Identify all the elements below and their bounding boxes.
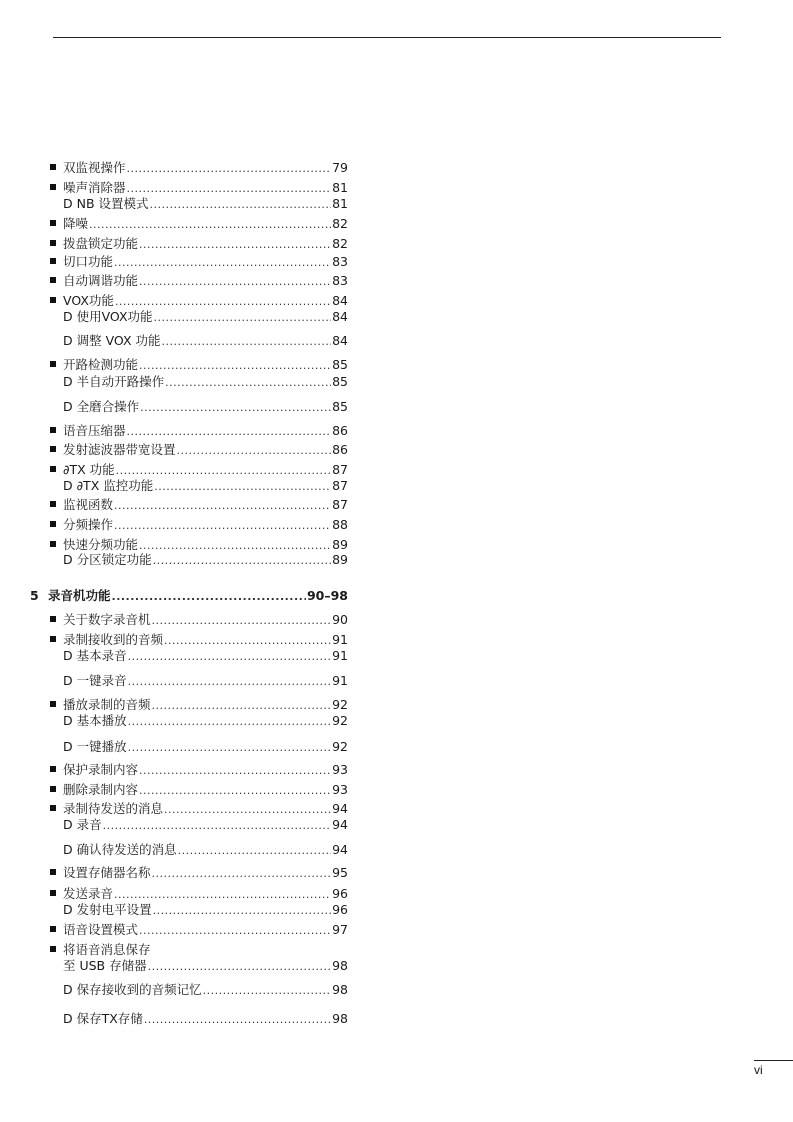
dot-leader bbox=[89, 218, 331, 232]
toc-subentry[interactable] bbox=[63, 375, 348, 390]
square-bullet-icon bbox=[50, 786, 56, 792]
dot-leader bbox=[153, 904, 331, 918]
toc-entry-label: D NB 设置模式 bbox=[63, 196, 149, 211]
dot-leader bbox=[144, 1013, 331, 1027]
square-bullet-icon bbox=[50, 297, 56, 303]
toc-entry[interactable] bbox=[50, 943, 348, 957]
toc-entry-label: D 基本播放 bbox=[63, 713, 127, 728]
toc-entry-label: D 一键播放 bbox=[63, 739, 127, 754]
page-number: vi bbox=[754, 1063, 763, 1077]
toc-entry-label: VOX功能 bbox=[63, 293, 114, 308]
dot-leader bbox=[114, 888, 331, 902]
toc-entry-label: 发送录音 bbox=[63, 886, 114, 901]
toc-page-number: 93 bbox=[332, 782, 348, 797]
dot-leader bbox=[165, 376, 331, 390]
dot-leader bbox=[128, 741, 331, 755]
square-bullet-icon bbox=[50, 869, 56, 875]
toc-subentry[interactable] bbox=[63, 959, 348, 974]
dot-leader bbox=[164, 803, 331, 817]
dot-leader bbox=[116, 464, 331, 478]
dot-leader bbox=[139, 539, 331, 553]
toc-entry-label: D 确认待发送的消息 bbox=[63, 842, 177, 857]
toc-entry-label: 录制接收到的音频 bbox=[63, 632, 164, 647]
toc-page-number: 98 bbox=[332, 982, 348, 997]
toc-entry-label: 删除录制内容 bbox=[63, 782, 139, 797]
dot-leader bbox=[139, 924, 331, 938]
toc-entry-label: ∂TX 功能 bbox=[63, 462, 115, 477]
dot-leader bbox=[161, 335, 331, 349]
toc-page-number: 92 bbox=[332, 697, 348, 712]
dot-leader bbox=[128, 650, 331, 664]
square-bullet-icon bbox=[50, 926, 56, 932]
square-bullet-icon bbox=[50, 361, 56, 367]
toc-entry-label: 发射滤波器带宽设置 bbox=[63, 442, 176, 457]
toc-entry-label: 自动调谐功能 bbox=[63, 273, 139, 288]
dot-leader bbox=[128, 715, 331, 729]
toc-page-number: 81 bbox=[332, 180, 348, 195]
toc-entry-label: 降噪 bbox=[63, 216, 89, 231]
toc-entry[interactable] bbox=[50, 633, 348, 648]
square-bullet-icon bbox=[50, 258, 56, 264]
toc-entry[interactable] bbox=[50, 443, 348, 458]
toc-entry-label: 分频操作 bbox=[63, 517, 114, 532]
square-bullet-icon bbox=[50, 766, 56, 772]
toc-page-number: 94 bbox=[332, 801, 348, 816]
toc-entry[interactable] bbox=[50, 923, 348, 938]
toc-entry[interactable] bbox=[50, 294, 348, 309]
toc-entry-label: 关于数字录音机 bbox=[63, 612, 151, 627]
square-bullet-icon bbox=[50, 240, 56, 246]
dot-leader bbox=[112, 590, 306, 604]
toc-subentry[interactable] bbox=[63, 740, 348, 755]
toc-entry[interactable] bbox=[50, 181, 348, 196]
toc-page-number: 96 bbox=[332, 902, 348, 917]
dot-leader bbox=[178, 844, 331, 858]
toc-subentry[interactable] bbox=[63, 1012, 348, 1027]
dot-leader bbox=[152, 867, 332, 881]
toc-page-number: 89 bbox=[332, 552, 348, 567]
dot-leader bbox=[128, 675, 331, 689]
toc-page-number: 83 bbox=[332, 254, 348, 269]
toc-entry-label: 拨盘锁定功能 bbox=[63, 236, 139, 251]
dot-leader bbox=[114, 519, 331, 533]
toc-page-number: 92 bbox=[332, 713, 348, 728]
toc-page-number: 83 bbox=[332, 273, 348, 288]
dot-leader bbox=[140, 401, 331, 415]
toc-entry[interactable] bbox=[50, 802, 348, 817]
square-bullet-icon bbox=[50, 521, 56, 527]
toc-page-number: 98 bbox=[332, 1011, 348, 1026]
dot-leader bbox=[127, 425, 332, 439]
toc-page-number: 85 bbox=[332, 357, 348, 372]
toc-entry[interactable] bbox=[50, 783, 348, 798]
square-bullet-icon bbox=[50, 616, 56, 622]
toc-entry[interactable] bbox=[50, 217, 348, 232]
square-bullet-icon bbox=[50, 805, 56, 811]
dot-leader bbox=[139, 238, 331, 252]
toc-page-number: 94 bbox=[332, 817, 348, 832]
toc-page-number: 88 bbox=[332, 517, 348, 532]
toc-page-number: 87 bbox=[332, 497, 348, 512]
toc-page-number: 90 bbox=[332, 612, 348, 627]
square-bullet-icon bbox=[50, 184, 56, 190]
square-bullet-icon bbox=[50, 446, 56, 452]
toc-entry-label: 开路检测功能 bbox=[63, 357, 139, 372]
toc-subentry[interactable] bbox=[63, 649, 348, 664]
toc-entry[interactable] bbox=[50, 866, 348, 881]
square-bullet-icon bbox=[50, 501, 56, 507]
toc-entry[interactable] bbox=[50, 274, 348, 289]
toc-page-number: 98 bbox=[332, 958, 348, 973]
dot-leader bbox=[203, 984, 331, 998]
square-bullet-icon bbox=[50, 541, 56, 547]
dot-leader bbox=[114, 256, 331, 270]
toc-entry[interactable] bbox=[50, 463, 348, 478]
toc-entry-label: 设置存储器名称 bbox=[63, 865, 151, 880]
toc-page-number: 87 bbox=[332, 462, 348, 477]
toc-entry-label: D 分区锁定功能 bbox=[63, 552, 152, 567]
toc-entry-label: 将语音消息保存 bbox=[63, 942, 151, 957]
toc-entry-label: 录制待发送的消息 bbox=[63, 801, 164, 816]
toc-page-number: 96 bbox=[332, 886, 348, 901]
toc-entry-label: 快速分频功能 bbox=[63, 537, 139, 552]
toc-page-number: 82 bbox=[332, 236, 348, 251]
toc-subentry[interactable] bbox=[63, 334, 348, 349]
dot-leader bbox=[139, 784, 331, 798]
dot-leader bbox=[127, 182, 332, 196]
toc-subentry[interactable] bbox=[63, 714, 348, 729]
square-bullet-icon bbox=[50, 701, 56, 707]
toc-subentry[interactable] bbox=[63, 843, 348, 858]
toc-page-number: 84 bbox=[332, 309, 348, 324]
toc-entry-label: 双监视操作 bbox=[63, 160, 126, 175]
square-bullet-icon bbox=[50, 466, 56, 472]
toc-entry[interactable] bbox=[50, 518, 348, 533]
toc-entry[interactable] bbox=[50, 255, 348, 270]
toc-entry-label: 录音机功能 bbox=[48, 588, 111, 603]
toc-subentry[interactable] bbox=[63, 903, 348, 918]
toc-entry-label: 噪声消除器 bbox=[63, 180, 126, 195]
toc-page-number: 90–98 bbox=[306, 588, 348, 603]
toc-entry-label: 监视函数 bbox=[63, 497, 114, 512]
toc-page-number: 92 bbox=[332, 739, 348, 754]
toc-section-heading[interactable] bbox=[30, 588, 348, 604]
toc-page-number: 84 bbox=[332, 293, 348, 308]
toc-entry-label: D 录音 bbox=[63, 817, 102, 832]
square-bullet-icon bbox=[50, 277, 56, 283]
toc-page-number: 86 bbox=[332, 423, 348, 438]
toc-subentry[interactable] bbox=[63, 400, 348, 415]
section-number: 5 bbox=[30, 588, 39, 603]
toc-page-number: 79 bbox=[332, 160, 348, 175]
toc-page-number: 94 bbox=[332, 842, 348, 857]
toc-entry-label: D ∂TX 监控功能 bbox=[63, 478, 154, 493]
toc-subentry[interactable] bbox=[63, 553, 348, 568]
toc-entry-label: D 保存TX存储 bbox=[63, 1011, 143, 1026]
toc-entry-label: D 发射电平设置 bbox=[63, 902, 152, 917]
toc-entry[interactable] bbox=[50, 763, 348, 778]
toc-entry-label: D 保存接收到的音频记忆 bbox=[63, 982, 202, 997]
toc-subentry[interactable] bbox=[63, 674, 348, 689]
toc-entry-label: D 一键录音 bbox=[63, 673, 127, 688]
toc-entry-label: 播放录制的音频 bbox=[63, 697, 151, 712]
toc-page-number: 84 bbox=[332, 333, 348, 348]
toc-entry-label: D 半自动开路操作 bbox=[63, 374, 165, 389]
toc-page-number: 91 bbox=[332, 648, 348, 663]
dot-leader bbox=[154, 480, 331, 494]
dot-leader bbox=[139, 764, 331, 778]
toc-entry-label: 语音压缩器 bbox=[63, 423, 126, 438]
toc-subentry[interactable] bbox=[63, 983, 348, 998]
dot-leader bbox=[177, 444, 332, 458]
square-bullet-icon bbox=[50, 220, 56, 226]
toc-page-number: 91 bbox=[332, 673, 348, 688]
toc-entry-label: D 调整 VOX 功能 bbox=[63, 333, 161, 348]
toc-entry[interactable] bbox=[50, 538, 348, 553]
toc-entry[interactable] bbox=[50, 698, 348, 713]
dot-leader bbox=[148, 960, 331, 974]
toc-entry-label: 至 USB 存储器 bbox=[63, 958, 147, 973]
square-bullet-icon bbox=[50, 636, 56, 642]
dot-leader bbox=[127, 162, 332, 176]
dot-leader bbox=[115, 295, 331, 309]
footer-rule bbox=[754, 1060, 793, 1061]
toc-entry[interactable] bbox=[50, 498, 348, 513]
toc-page-number: 82 bbox=[332, 216, 348, 231]
toc-entry[interactable] bbox=[50, 613, 348, 628]
toc-entry[interactable] bbox=[50, 887, 348, 902]
toc-entry-label: 切口功能 bbox=[63, 254, 114, 269]
square-bullet-icon bbox=[50, 164, 56, 170]
dot-leader bbox=[153, 554, 331, 568]
dot-leader bbox=[114, 499, 331, 513]
toc-subentry[interactable] bbox=[63, 818, 348, 833]
toc-entry-label: D 使用VOX功能 bbox=[63, 309, 153, 324]
square-bullet-icon bbox=[50, 427, 56, 433]
dot-leader bbox=[164, 634, 331, 648]
toc-page-number: 86 bbox=[332, 442, 348, 457]
toc-page-number: 85 bbox=[332, 374, 348, 389]
square-bullet-icon bbox=[50, 946, 56, 952]
toc-entry[interactable] bbox=[50, 424, 348, 439]
toc-page-number: 87 bbox=[332, 478, 348, 493]
dot-leader bbox=[139, 359, 331, 373]
toc-entry-label: 保护录制内容 bbox=[63, 762, 139, 777]
toc-page-number: 95 bbox=[332, 865, 348, 880]
toc-page-number: 97 bbox=[332, 922, 348, 937]
toc-page-number: 85 bbox=[332, 399, 348, 414]
toc-entry[interactable] bbox=[50, 161, 348, 176]
dot-leader bbox=[103, 819, 331, 833]
toc-page-number: 93 bbox=[332, 762, 348, 777]
dot-leader bbox=[154, 311, 332, 325]
toc-entry-label: D 基本录音 bbox=[63, 648, 127, 663]
toc-subentry[interactable] bbox=[63, 479, 348, 494]
toc-page-number: 89 bbox=[332, 537, 348, 552]
dot-leader bbox=[139, 275, 331, 289]
toc-entry[interactable] bbox=[50, 358, 348, 373]
dot-leader bbox=[152, 614, 332, 628]
toc-entry[interactable] bbox=[50, 237, 348, 252]
toc-page-number: 81 bbox=[332, 196, 348, 211]
toc-subentry[interactable] bbox=[63, 197, 348, 212]
toc-subentry[interactable] bbox=[63, 310, 348, 325]
dot-leader bbox=[152, 699, 332, 713]
toc-entry-label: 语音设置模式 bbox=[63, 922, 139, 937]
square-bullet-icon bbox=[50, 890, 56, 896]
toc-entry-label: D 全磨合操作 bbox=[63, 399, 140, 414]
dot-leader bbox=[150, 198, 332, 212]
toc-page-number: 91 bbox=[332, 632, 348, 647]
